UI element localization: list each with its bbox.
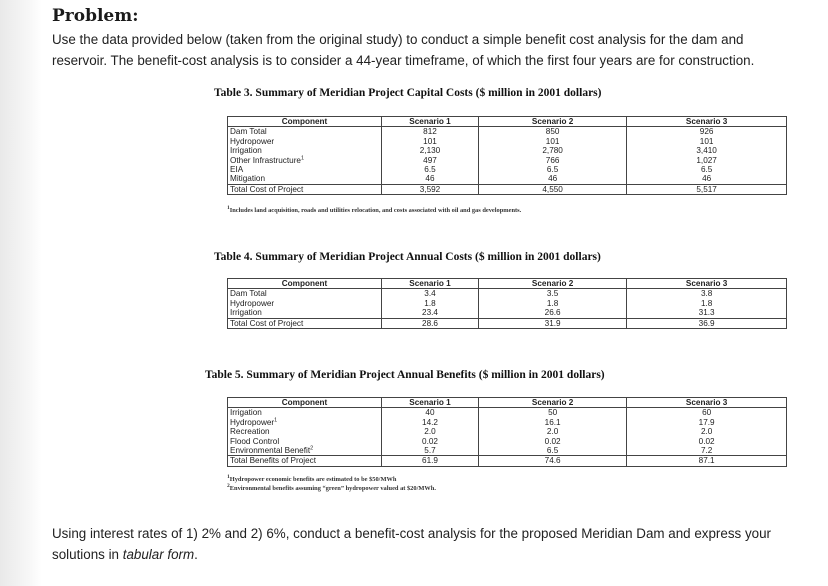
cell: 26.6 (478, 308, 626, 318)
closing-paragraph (52, 523, 812, 565)
row-label (228, 446, 382, 456)
cell: 101 (627, 137, 787, 146)
cell: 5.7 (382, 446, 479, 456)
footnote-text: Hydropower economic benefits are estimated to be $50/MWh (229, 476, 397, 483)
row-label: Hydropower (228, 137, 382, 146)
cell: 3,592 (382, 184, 479, 194)
cell: 5,517 (627, 184, 787, 194)
cell: 46 (627, 174, 787, 184)
cell: 6.5 (382, 165, 479, 174)
cell: 60 (627, 408, 787, 418)
footnote-marker: 1 (227, 204, 230, 211)
cell: 3.8 (627, 289, 787, 299)
table5-header-component: Component (228, 398, 382, 408)
cell: 3.4 (382, 289, 479, 299)
table3-header-s3: Scenario 3 (627, 117, 787, 127)
cell: 2,780 (478, 146, 626, 155)
cell: 7.2 (627, 446, 787, 456)
table-row (228, 156, 787, 165)
table-row (228, 446, 787, 456)
row-label-text: Hydropower (230, 417, 275, 427)
table-row (228, 165, 787, 174)
row-label: Irrigation (228, 146, 382, 155)
table4-header-component: Component (228, 279, 382, 289)
cell: 31.9 (478, 318, 626, 328)
cell: 1.8 (382, 299, 479, 308)
cell: 36.9 (627, 318, 787, 328)
table-row (228, 137, 787, 146)
table4-header-s2: Scenario 2 (478, 279, 626, 289)
table4-header-s1: Scenario 1 (382, 279, 479, 289)
closing-text: Using interest rates of 1) 2% and 2) 6%, conduct a benefit-cost analysis for the proposed Meridian Dam and express your solutions in (52, 526, 772, 562)
footnote-marker: 1 (301, 154, 305, 161)
cell: 2.0 (382, 427, 479, 436)
table4-header-s3: Scenario 3 (627, 279, 787, 289)
table3-header-s1: Scenario 1 (382, 117, 479, 127)
closing-period: . (194, 547, 198, 562)
table-row (228, 127, 787, 137)
table4-caption: Table 4. Summary of Meridian Project Annual Costs ($ million in 2001 dollars) (214, 251, 601, 263)
total-row (228, 456, 787, 466)
table3 (227, 116, 787, 195)
page-shadow (0, 0, 42, 586)
cell: 4,550 (478, 184, 626, 194)
cell: 74.6 (478, 456, 626, 466)
closing-emphasis: tabular form (122, 547, 195, 562)
footnote-marker: 2 (227, 482, 230, 489)
row-label: Dam Total (228, 289, 382, 299)
cell: 2.0 (478, 427, 626, 436)
table5 (227, 397, 787, 467)
row-label: Total Cost of Project (228, 184, 382, 194)
cell: 14.2 (382, 418, 479, 427)
table-row (228, 418, 787, 427)
cell: 101 (382, 137, 479, 146)
table3-caption: Table 3. Summary of Meridian Project Capital Costs ($ million in 2001 dollars) (214, 87, 602, 99)
document-page (42, 0, 828, 586)
cell: 61.9 (382, 456, 479, 466)
cell: 926 (627, 127, 787, 137)
cell: 812 (382, 127, 479, 137)
row-label (228, 418, 382, 427)
cell: 6.5 (478, 446, 626, 456)
cell: 3.5 (478, 289, 626, 299)
table-row (228, 308, 787, 318)
cell: 46 (478, 174, 626, 184)
table-row (228, 289, 787, 299)
table-row (228, 299, 787, 308)
row-label: Irrigation (228, 408, 382, 418)
row-label: Recreation (228, 427, 382, 436)
row-label-text: Other Infrastructure (230, 155, 301, 165)
table5-footnote-2 (227, 482, 436, 493)
row-label: Total Cost of Project (228, 318, 382, 328)
table-row (228, 174, 787, 184)
cell: 16.1 (478, 418, 626, 427)
cell: 1,027 (627, 156, 787, 165)
cell: 0.02 (627, 437, 787, 446)
cell: 850 (478, 127, 626, 137)
table5-header-s3: Scenario 3 (627, 398, 787, 408)
table5-header-s1: Scenario 1 (382, 398, 479, 408)
footnote-text: Environmental benefits assuming “green” hydropower valued at $20/MWh. (229, 485, 436, 492)
cell: 28.6 (382, 318, 479, 328)
cell: 1.8 (478, 299, 626, 308)
cell: 31.3 (627, 308, 787, 318)
cell: 17.9 (627, 418, 787, 427)
intro-paragraph: Use the data provided below (taken from the original study) to conduct a simple benefit cost analysis for the dam and reservoir. The benefit-cost analysis is to consider a 44-year timeframe, of which the first four years are for construction. (52, 32, 755, 68)
cell: 40 (382, 408, 479, 418)
row-label: EIA (228, 165, 382, 174)
cell: 6.5 (478, 165, 626, 174)
row-label: Dam Total (228, 127, 382, 137)
row-label-text: Environmental Benefit (230, 446, 311, 456)
footnote-marker: 2 (310, 445, 314, 452)
row-label: Irrigation (228, 308, 382, 318)
table-row (228, 427, 787, 436)
cell: 1.8 (627, 299, 787, 308)
table3-footnote (227, 204, 522, 215)
cell: 50 (478, 408, 626, 418)
cell: 6.5 (627, 165, 787, 174)
total-row (228, 318, 787, 328)
cell: 3,410 (627, 146, 787, 155)
table-row (228, 408, 787, 418)
table-row (228, 146, 787, 155)
row-label: Mitigation (228, 174, 382, 184)
footnote-marker: 1 (227, 473, 230, 480)
cell: 766 (478, 156, 626, 165)
cell: 2,130 (382, 146, 479, 155)
table5-header-s2: Scenario 2 (478, 398, 626, 408)
row-label (228, 156, 382, 165)
row-label: Hydropower (228, 299, 382, 308)
footnote-text: Includes land acquisition, roads and utilities relocation, and costs associated with oil and gas developments. (229, 207, 522, 214)
cell: 23.4 (382, 308, 479, 318)
table3-header-s2: Scenario 2 (478, 117, 626, 127)
problem-heading: Problem: (52, 6, 139, 26)
row-label: Flood Control (228, 437, 382, 446)
row-label: Total Benefits of Project (228, 456, 382, 466)
table5-footnote-1 (227, 473, 397, 484)
table5-caption: Table 5. Summary of Meridian Project Annual Benefits ($ million in 2001 dollars) (205, 369, 605, 381)
cell: 0.02 (382, 437, 479, 446)
cell: 46 (382, 174, 479, 184)
total-row (228, 184, 787, 194)
cell: 101 (478, 137, 626, 146)
table3-header-component: Component (228, 117, 382, 127)
cell: 497 (382, 156, 479, 165)
cell: 87.1 (627, 456, 787, 466)
table4 (227, 278, 787, 329)
footnote-marker: 1 (274, 417, 278, 424)
cell: 2.0 (627, 427, 787, 436)
cell: 0.02 (478, 437, 626, 446)
